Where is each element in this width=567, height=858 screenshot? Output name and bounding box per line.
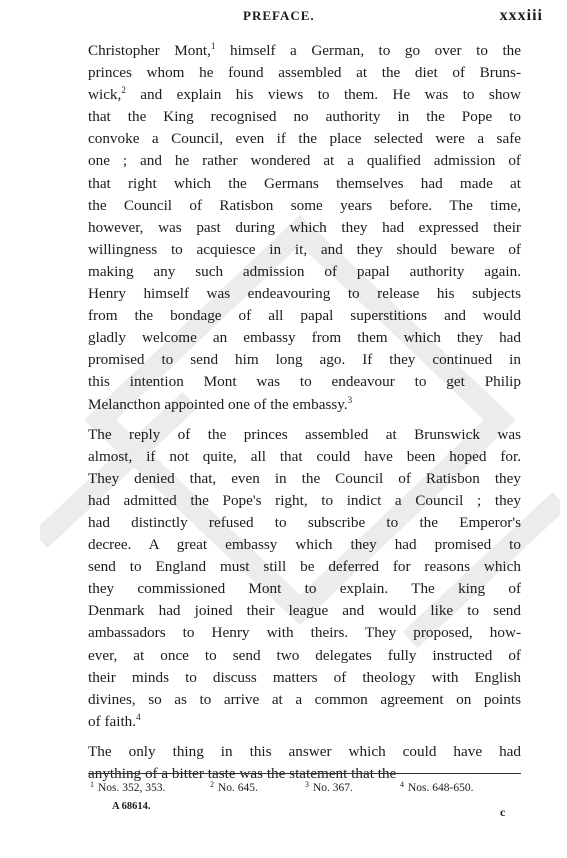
text-line: divines, so as to arrive at a common agreement on points bbox=[88, 690, 521, 708]
paragraph-1 bbox=[88, 40, 521, 416]
running-head: PREFACE. bbox=[243, 8, 315, 23]
text-line: send to England must still be deferred for reasons which bbox=[88, 558, 521, 576]
text-line: The reply of the princes assembled at Brunswick was bbox=[88, 425, 521, 443]
text-line: The only thing in this answer which could have had bbox=[88, 742, 521, 760]
text-line: Henry himself was endeavouring to release his subjects bbox=[88, 285, 521, 303]
footnote-2: $^2$ No. 645. bbox=[210, 780, 258, 794]
text-line: wick,$^2$ and explain his views to them. He was to show bbox=[88, 85, 521, 104]
text-line: convoke a Council, even if the place selected were a safe bbox=[88, 130, 521, 148]
text-line: ambassadors to Henry with theirs. They proposed, how- bbox=[88, 624, 521, 642]
paragraph-3 bbox=[88, 741, 521, 785]
text-line: Denmark had joined their league and would like to send bbox=[88, 602, 521, 620]
text-line: gladly welcome an embassy from them which they had bbox=[88, 329, 521, 347]
text-line: from the bondage of all papal superstitions and would bbox=[88, 307, 521, 325]
text-line: had admitted the Pope's right, to indict a Council ; they bbox=[88, 491, 521, 509]
footnote-ref: 1 bbox=[210, 41, 216, 51]
text-line: this intention Mont was to endeavour to get Philip bbox=[88, 373, 521, 391]
signature-mark: A 68614. bbox=[112, 801, 151, 812]
footnote-ref: 2 bbox=[121, 85, 126, 96]
text-line: anything of a bitter taste was the statement that the bbox=[88, 765, 397, 782]
text-line: almost, if not quite, all that could have been hoped for. bbox=[88, 447, 521, 465]
paragraph-2 bbox=[88, 424, 521, 733]
body-text bbox=[88, 40, 521, 785]
text-line: their minds to discuss matters of theology with English bbox=[88, 668, 521, 686]
footnote-rule bbox=[88, 773, 521, 774]
footnote-ref: 4 bbox=[136, 711, 141, 722]
text-line: decree. A great embassy which they had promised to bbox=[88, 536, 521, 554]
text-line: one ; and he rather wondered at a qualified admission of bbox=[88, 152, 521, 170]
footnote-3: $^3$ No. 367. bbox=[305, 780, 353, 794]
footnote-4: $^4$ Nos. 648-650. bbox=[400, 780, 474, 794]
text-line: of faith.$^4$ bbox=[88, 711, 141, 730]
text-line: however, was past during which they had expressed their bbox=[88, 218, 521, 236]
text-line: princes whom he found assembled at the diet of Bruns- bbox=[88, 64, 521, 82]
page-number: xxxiii bbox=[499, 7, 543, 24]
text-line: ever, at once to send two delegates fully instructed of bbox=[88, 646, 521, 664]
text-line: that right which the Germans themselves had made at bbox=[88, 174, 521, 192]
footnote-1: $^1$ Nos. 352, 353. bbox=[90, 780, 166, 794]
footnotes bbox=[90, 782, 520, 800]
text-line: the Council of Ratisbon some years before. The time, bbox=[88, 196, 521, 214]
text-line: willingness to acquiesce in it, and they should beware of bbox=[88, 240, 521, 258]
text-line: They denied that, even in the Council of Ratisbon they bbox=[88, 469, 521, 487]
gathering-mark: c bbox=[500, 805, 506, 819]
text-line: had distinctly refused to subscribe to the Emperor's bbox=[88, 513, 521, 531]
text-line: that the King recognised no authority in the Pope to bbox=[88, 108, 521, 126]
page-header bbox=[88, 6, 543, 28]
text-line: promised to send him long ago. If they continued in bbox=[88, 351, 521, 369]
text-line: they commissioned Mont to explain. The king of bbox=[88, 580, 521, 598]
text-line: making any such admission of papal authority again. bbox=[88, 262, 521, 280]
text-line: Christopher Mont,$^1$ himself a German, to go over to the bbox=[88, 41, 521, 59]
text-line: Melancthon appointed one of the embassy.$^3$ bbox=[88, 394, 353, 413]
footnote-ref: 3 bbox=[347, 394, 353, 405]
